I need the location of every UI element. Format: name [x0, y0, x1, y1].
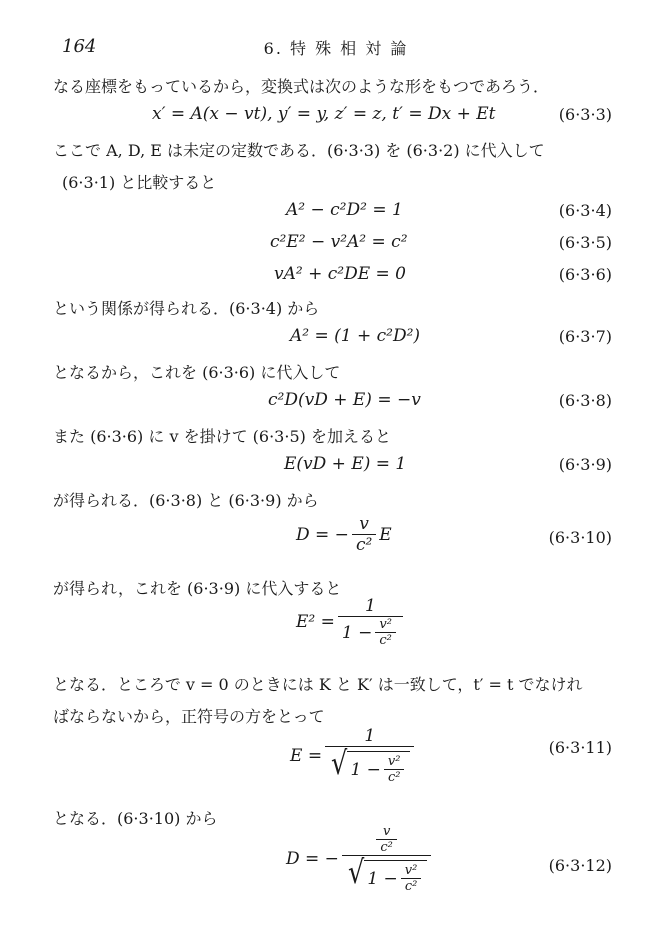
equation-lhs: E =: [290, 745, 323, 766]
equation-body: A² − c²D² = 1: [286, 200, 403, 220]
equation-number: (6·3·6): [558, 265, 612, 284]
equation-body: c²D(vD + E) = −v: [268, 390, 421, 410]
radical-sign: √: [331, 744, 348, 782]
fraction-numerator: 1: [364, 726, 376, 746]
square-root: [329, 744, 410, 785]
inner-fraction: [375, 617, 396, 648]
inner-denominator: c²: [384, 769, 405, 785]
fraction-denominator: [342, 855, 431, 894]
equation-number: (6·3·7): [558, 327, 612, 346]
equation-lhs: D = −: [296, 524, 349, 545]
denominator-prefix: 1 −: [341, 622, 373, 643]
numerator-denominator: c²: [376, 839, 397, 855]
fraction: [352, 514, 376, 555]
fraction: [342, 824, 431, 894]
fraction-denominator: c²: [352, 534, 376, 555]
paragraph-line: ここで A, D, E は未定の定数である．(6·3·3) を (6·3·2) に代入して: [53, 141, 545, 160]
equation-6-3-9: [0, 450, 672, 490]
fraction-numerator: 1: [364, 596, 376, 616]
fraction: [338, 596, 403, 648]
inner-fraction: [401, 863, 422, 894]
equation-6-3-6: [0, 260, 672, 300]
paragraph-line: となる．ところで v = 0 のときには K と K′ は一致して，t′ = t でなけれ: [53, 675, 583, 694]
numerator-fraction: [376, 824, 397, 855]
radicand-prefix: 1 −: [367, 868, 398, 889]
fraction-numerator: [369, 824, 404, 855]
equation-body: [296, 514, 392, 555]
equation-body: c²E² − v²A² = c²: [270, 232, 408, 252]
equation-lhs: D = −: [286, 849, 339, 869]
radical-sign: √: [347, 853, 365, 891]
equation-number: (6·3·8): [558, 391, 612, 410]
square-root: [346, 853, 427, 894]
radicand-prefix: 1 −: [350, 759, 381, 780]
inner-numerator: v²: [379, 617, 392, 632]
equation-6-3-11: [0, 724, 672, 796]
radicand: [364, 860, 427, 894]
page-header: [0, 30, 672, 58]
paragraph-line: となるから，これを (6·3·6) に代入して: [53, 363, 341, 382]
inner-denominator: c²: [375, 632, 396, 648]
equation-6-3-10: [0, 512, 672, 562]
equation-number: (6·3·3): [558, 105, 612, 124]
fraction-denominator: [338, 616, 403, 648]
inner-numerator: v²: [404, 863, 418, 878]
equation-number: (6·3·12): [548, 856, 612, 875]
equation-number: (6·3·5): [558, 233, 612, 252]
paragraph-line: が得られる．(6·3·8) と (6·3·9) から: [53, 491, 319, 510]
paragraph-line: という関係が得られる．(6·3·4) から: [53, 299, 320, 318]
equation-body: E(vD + E) = 1: [284, 454, 407, 474]
fraction-numerator: v: [359, 514, 369, 534]
radicand: [347, 751, 410, 785]
equation-6-3-12: [0, 822, 672, 922]
paragraph-line: また (6·3·6) に v を掛けて (6·3·5) を加えると: [53, 427, 391, 446]
page-number: 164: [62, 36, 97, 57]
paragraph-line: となる．(6·3·10) から: [53, 809, 218, 828]
paragraph-line: なる座標をもっているから，変換式は次のような形をもつであろう．: [53, 77, 550, 96]
equation-lhs: E² =: [296, 612, 335, 632]
paragraph-line: (6·3·1) と比較すると: [62, 173, 217, 192]
equation-body: [286, 824, 434, 894]
equation-e-squared: [0, 594, 672, 664]
inner-numerator: v²: [387, 754, 401, 769]
numerator-numerator: v: [382, 824, 391, 839]
equation-6-3-3: [0, 100, 672, 140]
equation-body: x′ = A(x − vt), y′ = y, z′ = z, t′ = Dx + Et: [152, 104, 496, 124]
chapter-title: 6. 特 殊 相 対 論: [263, 39, 409, 58]
paragraph-line: が得られ，これを (6·3·9) に代入すると: [53, 579, 342, 598]
equation-number: (6·3·9): [558, 455, 612, 474]
equation-6-3-8: [0, 386, 672, 426]
inner-denominator: c²: [401, 878, 422, 894]
equation-number: (6·3·10): [548, 528, 612, 547]
equation-body: [296, 596, 406, 648]
equation-body: A² = (1 + c²D²): [290, 326, 421, 346]
equation-body: [290, 726, 417, 785]
equation-number: (6·3·11): [548, 738, 612, 757]
equation-number: (6·3·4): [558, 201, 612, 220]
paragraph-line: ばならないから，正符号の方をとって: [53, 707, 325, 726]
equation-6-3-7: [0, 322, 672, 362]
inner-fraction: [384, 754, 405, 785]
fraction: [325, 726, 414, 785]
equation-rhs: E: [379, 524, 392, 545]
fraction-denominator: [325, 746, 414, 785]
equation-body: vA² + c²DE = 0: [274, 264, 406, 284]
